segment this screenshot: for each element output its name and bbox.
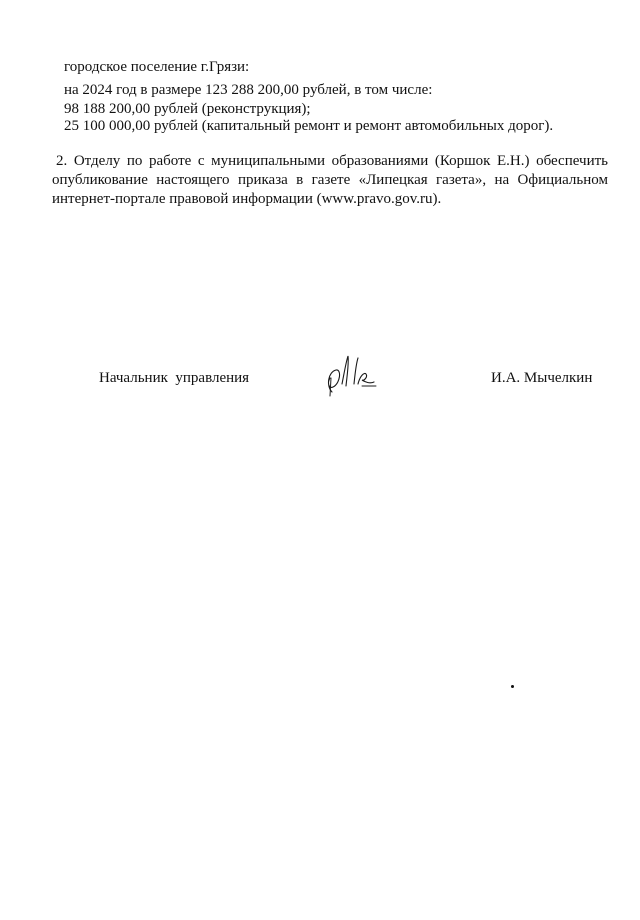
budget-line-municipality: городское поселение г.Грязи:	[64, 59, 250, 75]
paragraph-line: опубликование настоящего приказа в газете «Липецкая газета», на Официальном	[52, 172, 608, 188]
paragraph-publication-order	[52, 152, 608, 209]
signer-name: И.А. Мычелкин	[491, 370, 593, 386]
budget-line-reconstruction: 98 188 200,00 рублей (реконструкция);	[64, 101, 311, 117]
stray-dot-mark	[511, 685, 514, 688]
signer-position-title: Начальник управления	[99, 370, 250, 386]
paragraph-line: интернет-портале правовой информации (www.pravo.gov.ru).	[52, 191, 442, 207]
budget-line-total-2024: на 2024 год в размере 123 288 200,00 рублей, в том числе:	[64, 82, 433, 98]
handwritten-signature	[318, 350, 382, 400]
paragraph-line: 2. Отделу по работе с муниципальными образованиями (Коршок Е.Н.) обеспечить	[56, 153, 608, 169]
budget-line-road-repair: 25 100 000,00 рублей (капитальный ремонт и ремонт автомобильных дорог).	[64, 118, 554, 134]
